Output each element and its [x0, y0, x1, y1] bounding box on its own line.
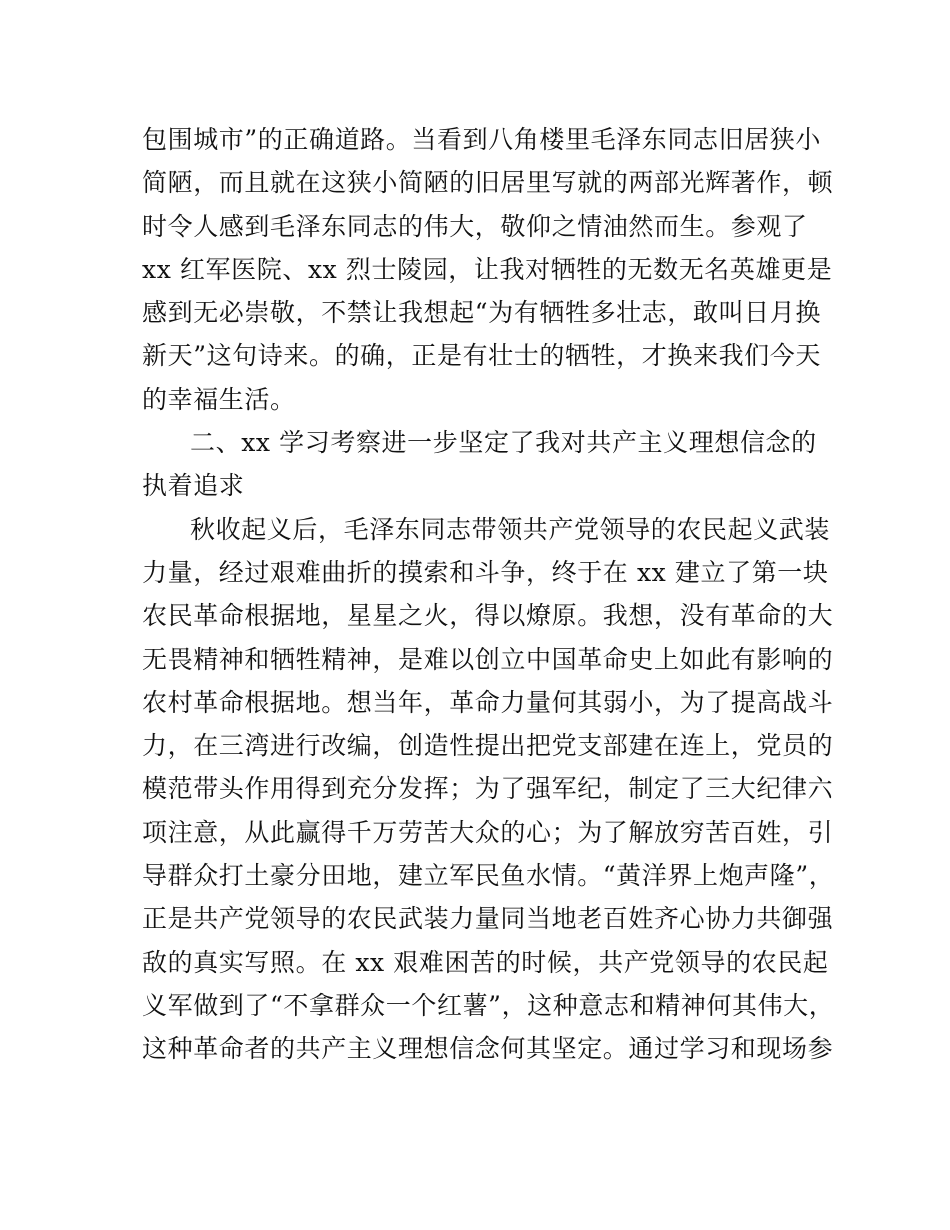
text-line: 力，在三湾进行改编，创造性提出把党支部建在连上，党员的: [142, 731, 834, 761]
text-line: 无畏精神和牺牲精神，是难以创立中国革命史上如此有影响的: [142, 644, 834, 674]
text-line: 执着追求: [142, 471, 245, 501]
text-line: 敌的真实写照。在 xx 艰难困苦的时候，共产党领导的农民起: [142, 947, 829, 977]
text-line: 正是共产党领导的农民武装力量同当地老百姓齐心协力共御强: [142, 904, 834, 934]
text-line: 的幸福生活。: [142, 384, 296, 414]
text-line: 农村革命根据地。想当年，革命力量何其弱小，为了提高战斗: [142, 687, 834, 717]
text-line: xx 红军医院、xx 烈士陵园，让我对牺牲的无数无名英雄更是: [142, 254, 833, 284]
text-line: 简陋，而且就在这狭小简陋的旧居里写就的两部光辉著作，顿: [142, 168, 834, 198]
text-line: 二、xx 学习考察进一步坚定了我对共产主义理想信念的: [190, 428, 817, 458]
text-line: 力量，经过艰难曲折的摸索和斗争，终于在 xx 建立了第一块: [142, 557, 829, 587]
text-line: 秋收起义后，毛泽东同志带领共产党领导的农民起义武装: [190, 514, 831, 544]
text-line: 这种革命者的共产主义理想信念何其坚定。通过学习和现场参: [142, 1034, 834, 1064]
text-line: 项注意，从此赢得千万劳苦大众的心；为了解放穷苦百姓，引: [142, 817, 834, 847]
text-line: 导群众打土豪分田地，建立军民鱼水情。“黄洋界上炮声隆”，: [142, 861, 835, 891]
text-line: 义军做到了“不拿群众一个红薯”，这种意志和精神何其伟大，: [142, 990, 835, 1020]
text-line: 农民革命根据地，星星之火，得以燎原。我想，没有革命的大: [142, 601, 834, 631]
text-line: 时令人感到毛泽东同志的伟大，敬仰之情油然而生。参观了: [142, 211, 808, 241]
text-line: 感到无必崇敬，不禁让我想起“为有牺牲多壮志，敢叫日月换: [142, 298, 821, 328]
text-line: 新天”这句诗来。的确，正是有壮士的牺牲，才换来我们今天: [142, 341, 821, 371]
body-text: [142, 118, 835, 1071]
text-line: 模范带头作用得到充分发挥；为了强军纪，制定了三大纪律六: [142, 774, 834, 804]
text-line: 包围城市”的正确道路。当看到八角楼里毛泽东同志旧居狭小: [142, 125, 821, 154]
